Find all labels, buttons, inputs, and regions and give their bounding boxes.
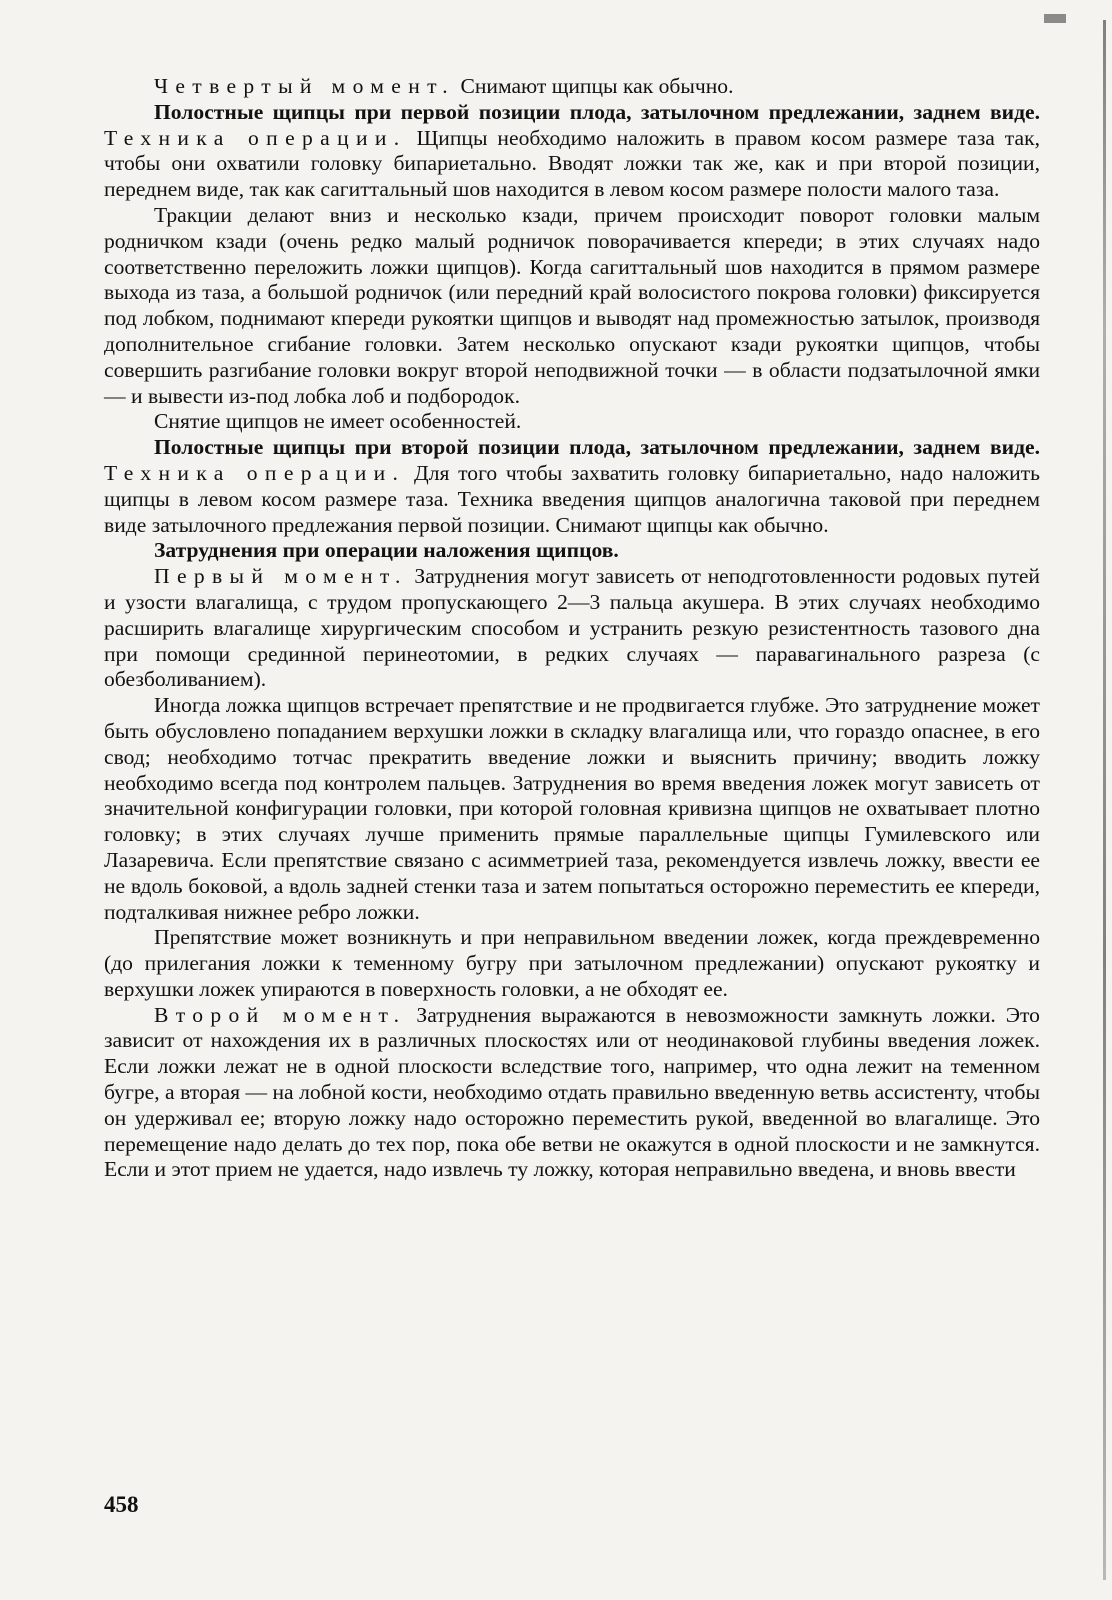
paragraph [104,100,1040,203]
paragraph-bold-lead: Полостные щипцы при второй позиции плода, затылочном предлежании, заднем виде. [154,435,1040,460]
paragraph-spaced-lead: Техника операции. [104,460,406,485]
paragraph-text: Снятие щипцов не имеет особенностей. [154,409,522,434]
paragraph-text: Тракции делают вниз и несколько кзади, причем происходит поворот головки малым родничком кзади (очень редко малый родничок поворачивается кпереди; в этих случаях надо соответственно переложить ложки щипцов). Когда сагиттальный шов находится в прямом размере выхода из таза, а большой родничок (или передний край волосистого покрова головки) фиксируется под лобком, поднимают кпереди рукоятки щипцов и выводят над промежностью затылок, производя дополнительное сгибание головки. Затем несколько опускают кзади рукоятки щипцов, чтобы совершить разгибание головки вокруг второй неподвижной точки — в области подзатылочной ямки — и вывести из-под лобка лоб и подбородок. [104,202,1040,408]
page-text [104,74,1040,1574]
paragraph [104,435,1040,538]
paragraph-text: Щипцы необходимо наложить в правом косом размере таза так, чтобы они охватили головку бипариетально. Вводят ложки так же, как и при второй позиции, переднем виде, так как сагиттальный шов находится в левом косом размере полости малого таза. [104,125,1040,202]
paragraph-text: Снимают щипцы как обычно. [455,74,734,98]
paragraph-text: Затруднения могут зависеть от неподготовленности родовых путей и узости влагалища, с трудом пропускающего 2—3 пальца акушера. В этих случаях необходимо расширить влагалище хирургическим способом и устранить резкую резистентность тазового дна при помощи срединной перинеотомии, в редких случаях — паравагинального разреза (с обезболиванием). [104,564,1040,692]
paragraph-bold-lead: Затруднения при операции наложения щипцов. [154,538,619,563]
paragraph [104,203,1040,409]
paragraph [104,409,1040,435]
paragraph [104,538,1040,564]
paragraph-text: Затруднения выражаются в невозможности замкнуть ложки. Это зависит от нахождения их в различных плоскостях или от неодинаковой глубины введения ложек. Если ложки лежат не в одной плоскости вследствие того, например, что одна лежит на теменном бугре, а вторая — на лобной кости, необходимо отдать правильно введенную ветвь ассистенту, чтобы он удерживал ее; вторую ложку надо осторожно переместить рукой, введенной во влагалище. Это перемещение надо делать до тех пор, пока обе ветви не окажутся в одной плоскости и не замкнутся. Если и этот прием не удается, надо извлечь ту ложку, которая неправильно введена, и вновь ввести [104,1002,1040,1182]
paragraph [104,74,1040,100]
paragraph-spaced-lead: Первый момент. [154,564,408,589]
paragraph-spaced-lead: Второй момент. [154,1002,407,1027]
scan-artifact [1044,14,1066,23]
paragraph-text: Препятствие может возникнуть и при неправильном введении ложек, когда преждевременно (до прилегания ложки к теменному бугру при затылочном предлежании) опускают рукоятку и верхушки ложек упираются в поверхность головки, а не обходят ее. [104,925,1040,1001]
paragraph-spaced-lead: Техника операции. [104,125,407,150]
paragraph-text: Для того чтобы захватить головку бипариетально, надо наложить щипцы в левом косом размере таза. Техника введения щипцов аналогична таковой при переднем виде затылочного предлежания первой позиции. Снимают щипцы как обычно. [104,460,1040,537]
paragraph [104,564,1040,693]
paragraph [104,925,1040,1002]
paragraph-bold-lead: Полостные щипцы при первой позиции плода, затылочном предлежании, заднем виде. [154,99,1040,124]
paragraph-spaced-lead: Четвертый момент. [154,74,456,98]
scan-edge [1103,20,1106,1580]
paragraph [104,1003,1040,1184]
page-number: 458 [104,1492,139,1517]
paragraph [104,693,1040,925]
paragraph-text: Иногда ложка щипцов встречает препятствие и не продвигается глубже. Это затруднение может быть обусловлено попаданием верхушки ложки в складку влагалища или, что гораздо опаснее, в его свод; необходимо тотчас прекратить введение ложки и выяснить причину; вводить ложку необходимо всегда под контролем пальцев. Затруднения во время введения ложек могут зависеть от значительной конфигурации головки, при которой головная кривизна щипцов не охватывает плотно головку; в этих случаях лучше применить прямые параллельные щипцы Гумилевского или Лазаревича. Если препятствие связано с асимметрией таза, рекомендуется извлечь ложку, ввести ее не вдоль боковой, а вдоль задней стенки таза и затем попытаться осторожно переместить ее кпереди, подталкивая нижнее ребро ложки. [104,693,1040,924]
